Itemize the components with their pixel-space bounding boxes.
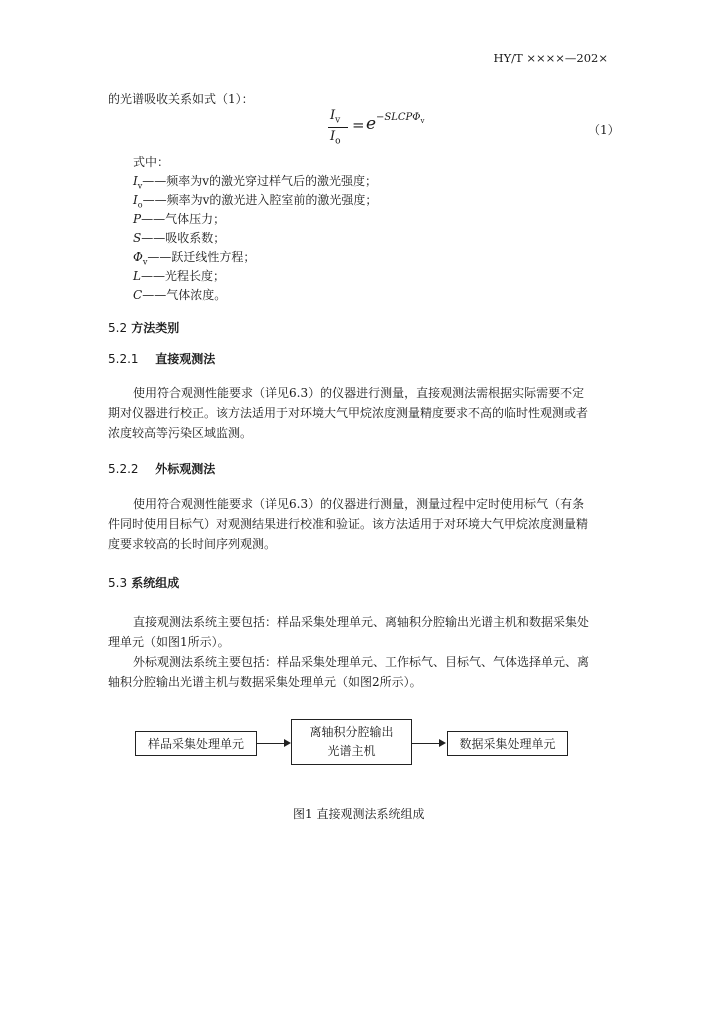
- heading-5-3: 5.3 系统组成: [108, 576, 180, 590]
- paragraph-5-3-line-1: 直接观测法系统主要包括：样品采集处理单元、离轴积分腔输出光谱主机和数据采集处: [133, 615, 590, 629]
- arrow-head-right: [439, 739, 446, 747]
- equation-denominator: $I_o$: [330, 129, 341, 147]
- definition-intensity-in: $I_o——$频率为v的激光进入腔室前的激光强度；: [133, 193, 378, 210]
- heading-5-2-1: 5.2.1 直接观测法: [108, 352, 216, 366]
- heading-5-2: 5.2 方法类别: [108, 321, 180, 335]
- heading-5-2-2: 5.2.2 外标观测法: [108, 462, 216, 476]
- paragraph-5-2-2-line-1: 使用符合观测性能要求（详见6.3）的仪器进行测量，测量过程中定时使用标气（有条: [133, 497, 585, 511]
- document-code: HY/T ××××—202×: [493, 51, 608, 65]
- paragraph-5-2-2-line-2: 件同时使用目标气）对观测结果进行校准和验证。该方法适用于对环境大气甲烷浓度测量精: [108, 517, 589, 531]
- box-spectrometer-line-2: 光谱主机: [327, 744, 376, 758]
- equation-numerator: $I_v$: [330, 108, 341, 126]
- paragraph-5-2-1-line-3: 浓度较高等污染区域监测。: [108, 426, 253, 440]
- box-data-acquisition-unit: 数据采集处理单元: [447, 731, 568, 756]
- paragraph-5-2-2-line-3: 度要求较高的长时间序列观测。: [108, 537, 277, 551]
- equation-exponential: e: [366, 114, 377, 134]
- definition-transition: $\Phi_v——$跃迁线性方程；: [133, 250, 256, 267]
- arrow-head-left: [284, 739, 291, 747]
- paragraph-5-2-1-line-2: 期对仪器进行校正。该方法适用于对环境大气甲烷浓度测量精度要求不高的临时性观测或者: [108, 406, 589, 420]
- figure-caption: 图1 直接观测法系统组成: [293, 807, 425, 821]
- equation-equals: =: [352, 116, 365, 134]
- definition-intensity-out: $I_v——$频率为v的激光穿过样气后的激光强度；: [133, 174, 378, 191]
- box-spectrometer-host: [291, 719, 412, 765]
- definition-absorption: S——吸收系数；: [133, 231, 226, 245]
- paragraph-5-3-line-3: 外标观测法系统主要包括：样品采集处理单元、工作标气、目标气、气体选择单元、离: [133, 655, 590, 669]
- equation-number: （1）: [588, 123, 620, 137]
- arrow-line-left: [257, 743, 285, 744]
- definition-pressure: P——气体压力；: [133, 212, 226, 226]
- paragraph-5-3-line-2: 理单元（如图1所示）。: [108, 635, 230, 649]
- arrow-line-right: [412, 743, 440, 744]
- equation-exponent: $-SLCP\Phi_v$: [376, 112, 425, 125]
- paragraph-5-2-1-line-1: 使用符合观测性能要求（详见6.3）的仪器进行测量，直接观测法需根据实际需要不定: [133, 386, 585, 400]
- box-sample-processing-unit: 样品采集处理单元: [135, 731, 257, 756]
- box-spectrometer-line-1: 离轴积分腔输出: [309, 725, 394, 739]
- intro-line: 的光谱吸收关系如式（1）：: [108, 92, 254, 106]
- definition-concentration: C——气体浓度。: [133, 288, 227, 302]
- where-label: 式中：: [133, 155, 170, 169]
- fraction-bar: [328, 127, 348, 128]
- paragraph-5-3-line-4: 轴积分腔输出光谱主机与数据采集处理单元（如图2所示）。: [108, 675, 422, 689]
- definition-path-length: L——光程长度；: [133, 269, 225, 283]
